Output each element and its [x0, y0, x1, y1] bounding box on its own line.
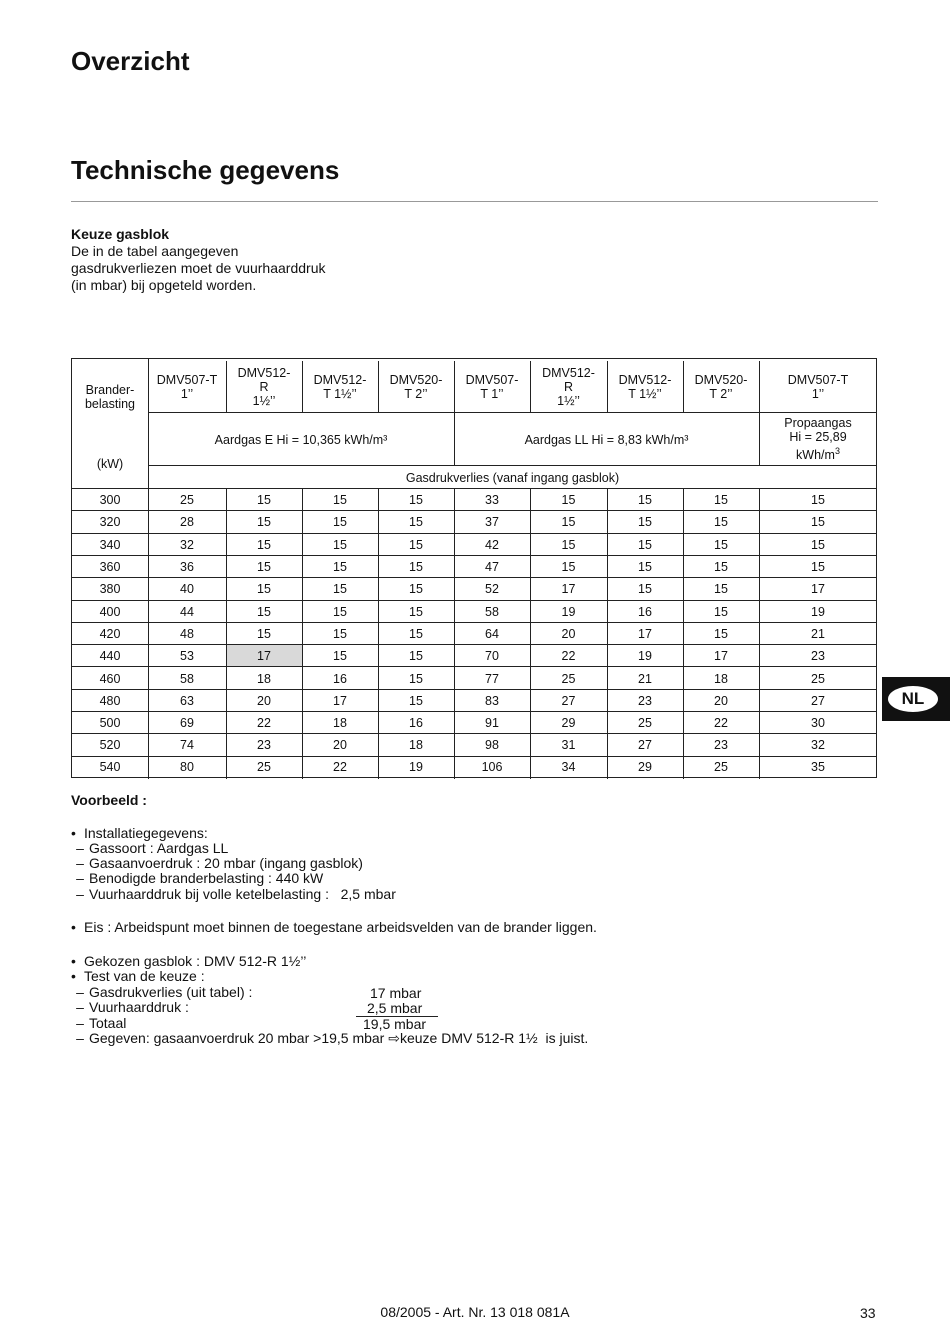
example-item: – Benodigde branderbelasting : 440 kW — [76, 870, 324, 886]
pressure-loss-cell: 25 — [638, 716, 652, 731]
pressure-loss-cell: 15 — [561, 493, 576, 508]
example-bullet-chosen: • Gekozen gasblok : DMV 512-R 1½’’ — [71, 953, 307, 969]
pressure-loss-cell: 58 — [485, 604, 499, 619]
pressure-loss-cell: 15 — [257, 515, 271, 530]
pressure-loss-cell: 23 — [257, 738, 271, 753]
pressure-loss-cell: 15 — [333, 604, 347, 619]
pressure-loss-cell: 91 — [485, 716, 499, 731]
column-header-model: DMV512- T 1½’’ — [618, 373, 672, 401]
row-rule — [148, 412, 876, 413]
column-header-model: DMV512- T 1½’’ — [313, 373, 367, 401]
pressure-loss-cell: 29 — [638, 760, 652, 775]
load-cell: 340 — [99, 537, 121, 552]
pressure-loss-cell: 15 — [257, 560, 271, 575]
pressure-loss-cell: 70 — [485, 649, 499, 664]
pressure-loss-cell: 19 — [561, 604, 576, 619]
pressure-loss-cell: 19 — [811, 604, 825, 619]
pressure-loss-cell: 15 — [638, 582, 652, 597]
load-cell: 500 — [99, 716, 121, 731]
pressure-loss-cell: 15 — [257, 537, 271, 552]
pressure-loss-cell: 15 — [257, 582, 271, 597]
load-cell: 380 — [99, 582, 121, 597]
pressure-loss-cell: 15 — [409, 649, 423, 664]
pressure-loss-cell: 16 — [409, 716, 423, 731]
pressure-loss-cell: 25 — [811, 671, 825, 686]
pressure-loss-cell: 15 — [714, 537, 728, 552]
pressure-loss-cell: 15 — [333, 515, 347, 530]
pressure-loss-cell: 74 — [180, 738, 194, 753]
pressure-loss-cell: 15 — [333, 626, 347, 641]
pressure-loss-cell: 16 — [638, 604, 652, 619]
pressure-loss-cell: 83 — [485, 693, 499, 708]
pressure-loss-cell: 32 — [811, 738, 825, 753]
pressure-loss-cell: 15 — [333, 649, 347, 664]
column-header-model: DMV512- R 1½’’ — [237, 366, 291, 408]
pressure-loss-cell: 98 — [485, 738, 499, 753]
pressure-loss-cell: 69 — [180, 716, 194, 731]
load-cell: 520 — [99, 738, 121, 753]
pressure-loss-cell: 25 — [714, 760, 728, 775]
page-heading: Overzicht — [71, 46, 190, 76]
pressure-loss-cell: 15 — [811, 515, 825, 530]
example-bullet-requirement: • Eis : Arbeidspunt moet binnen de toegestane arbeidsvelden van de brander liggen. — [71, 919, 597, 935]
pressure-loss-cell: 23 — [638, 693, 652, 708]
pressure-loss-cell: 27 — [561, 693, 576, 708]
pressure-loss-cell: 19 — [638, 649, 652, 664]
load-cell: 420 — [99, 626, 121, 641]
pressure-loss-cell: 22 — [561, 649, 576, 664]
pressure-loss-cell: 15 — [561, 537, 576, 552]
pressure-loss-cell: 48 — [180, 626, 194, 641]
pressure-loss-cell: 35 — [811, 760, 825, 775]
pressure-loss-cell: 15 — [333, 537, 347, 552]
pressure-loss-cell: 52 — [485, 582, 499, 597]
pressure-loss-cell: 15 — [811, 537, 825, 552]
pressure-loss-cell: 32 — [180, 537, 194, 552]
calc-value-pressure: 2,5 mbar — [367, 1000, 423, 1016]
column-header-model: DMV507-T 1’’ — [156, 373, 218, 401]
pressure-loss-subheader: Gasdrukverlies (vanaf ingang gasblok) — [405, 471, 620, 485]
gas-group-propane: Propaangas Hi = 25,89 kWh/$m^3$ — [784, 416, 852, 463]
example-item: – Vuurhaarddruk bij volle ketelbelasting : 2,5 mbar — [76, 886, 396, 902]
pressure-loss-cell: 15 — [638, 515, 652, 530]
load-cell: 440 — [99, 649, 121, 664]
pressure-loss-cell: 25 — [561, 671, 576, 686]
pressure-loss-cell: 30 — [811, 716, 825, 731]
intro-text: De in de tabel aangegeven gasdrukverliezen moet de vuurhaarddruk (in mbar) bij opgeteld worden. — [71, 243, 326, 293]
pressure-loss-cell: 15 — [561, 515, 576, 530]
pressure-loss-cell: 15 — [409, 604, 423, 619]
pressure-loss-cell: 15 — [561, 560, 576, 575]
pressure-loss-cell: 15 — [638, 537, 652, 552]
intro-title: Keuze gasblok — [71, 226, 170, 242]
divider — [71, 201, 878, 202]
pressure-loss-cell: 17 — [714, 649, 728, 664]
pressure-loss-cell: 20 — [333, 738, 347, 753]
column-header-unit: (kW) — [96, 457, 124, 471]
pressure-loss-cell: 15 — [811, 560, 825, 575]
pressure-loss-cell: 47 — [485, 560, 499, 575]
pressure-loss-cell: 64 — [485, 626, 499, 641]
load-cell: 480 — [99, 693, 121, 708]
pressure-loss-cell: 15 — [409, 537, 423, 552]
pressure-loss-cell: 34 — [561, 760, 576, 775]
example-item: – Gasaanvoerdruk : 20 mbar (ingang gasblok) — [76, 855, 363, 871]
load-cell: 400 — [99, 604, 121, 619]
pressure-loss-cell: 18 — [409, 738, 423, 753]
pressure-loss-cell: 20 — [561, 626, 576, 641]
pressure-loss-cell: 21 — [811, 626, 825, 641]
pressure-loss-cell: 15 — [257, 493, 271, 508]
pressure-loss-cell: 17 — [638, 626, 652, 641]
pressure-loss-cell: 23 — [714, 738, 728, 753]
column-header-model: DMV520- T 2’’ — [389, 373, 443, 401]
column-header-model: DMV520- T 2’’ — [694, 373, 748, 401]
pressure-loss-cell: 15 — [638, 493, 652, 508]
pressure-loss-cell: 18 — [333, 716, 347, 731]
pressure-loss-cell: 15 — [714, 493, 728, 508]
pressure-loss-cell: 40 — [180, 582, 194, 597]
pressure-loss-cell: 28 — [180, 515, 194, 530]
pressure-loss-cell: 18 — [714, 671, 728, 686]
pressure-loss-cell: 27 — [638, 738, 652, 753]
pressure-loss-cell: 17 — [257, 649, 271, 664]
pressure-loss-cell: 27 — [811, 693, 825, 708]
pressure-loss-cell: 15 — [257, 604, 271, 619]
calc-value-total: 19,5 mbar — [363, 1016, 427, 1032]
load-cell: 360 — [99, 560, 121, 575]
pressure-loss-cell: 42 — [485, 537, 499, 552]
example-title: Voorbeeld : — [71, 792, 147, 808]
column-header-model: DMV507-T 1’’ — [787, 373, 849, 401]
pressure-loss-cell: 15 — [409, 493, 423, 508]
pressure-loss-cell: 17 — [333, 693, 347, 708]
calc-label-loss: – Gasdrukverlies (uit tabel) : — [76, 984, 253, 1000]
pressure-loss-cell: 44 — [180, 604, 194, 619]
pressure-loss-cell: 106 — [481, 760, 503, 775]
pressure-loss-cell: 22 — [714, 716, 728, 731]
pressure-loss-cell: 31 — [561, 738, 576, 753]
pressure-loss-cell: 18 — [257, 671, 271, 686]
pressure-loss-cell: 77 — [485, 671, 499, 686]
column-header-load: Brander- belasting — [84, 383, 136, 411]
pressure-loss-cell: 15 — [257, 626, 271, 641]
pressure-loss-cell: 33 — [485, 493, 499, 508]
pressure-loss-cell: 15 — [638, 560, 652, 575]
pressure-loss-cell: 15 — [333, 560, 347, 575]
load-cell: 300 — [99, 493, 121, 508]
pressure-loss-cell: 15 — [714, 626, 728, 641]
pressure-loss-cell: 15 — [714, 604, 728, 619]
pressure-loss-cell: 80 — [180, 760, 194, 775]
pressure-loss-cell: 15 — [333, 582, 347, 597]
pressure-loss-cell: 16 — [333, 671, 347, 686]
section-title: Technische gegevens — [71, 155, 340, 185]
column-header-model: DMV512- R 1½’’ — [542, 366, 595, 408]
example-bullet-test: • Test van de keuze : — [71, 968, 205, 984]
pressure-loss-cell: 15 — [714, 560, 728, 575]
pressure-loss-cell: 58 — [180, 671, 194, 686]
pressure-loss-cell: 17 — [561, 582, 576, 597]
row-rule — [148, 465, 876, 466]
pressure-loss-cell: 15 — [409, 693, 423, 708]
language-tab — [882, 677, 950, 721]
pressure-loss-cell: 29 — [561, 716, 576, 731]
pressure-loss-cell: 36 — [180, 560, 194, 575]
example-conclusion: – Gegeven: gasaanvoerdruk 20 mbar >19,5 mbar ⇨keuze DMV 512-R 1½ is juist. — [76, 1030, 589, 1046]
gas-group-ll: Aardgas LL Hi = 8,83 kWh/m³ — [524, 432, 689, 447]
gas-group-e: Aardgas E Hi = 10,365 kWh/m³ — [214, 432, 388, 447]
pressure-loss-cell: 23 — [811, 649, 825, 664]
pressure-loss-cell: 37 — [485, 515, 499, 530]
pressure-loss-cell: 53 — [180, 649, 194, 664]
pressure-loss-cell: 15 — [409, 515, 423, 530]
pressure-loss-cell: 15 — [409, 671, 423, 686]
pressure-loss-cell: 15 — [811, 493, 825, 508]
calc-label-pressure: – Vuurhaarddruk : — [76, 999, 189, 1015]
example-bullet-installation: • Installatiegegevens: — [71, 825, 208, 841]
footer-reference: 08/2005 - Art. Nr. 13 018 081A — [380, 1304, 570, 1320]
load-cell: 320 — [99, 515, 121, 530]
pressure-loss-cell: 15 — [409, 560, 423, 575]
pressure-loss-cell: 20 — [257, 693, 271, 708]
calc-label-total: – Totaal — [76, 1015, 127, 1031]
example-item: – Gassoort : Aardgas LL — [76, 840, 229, 856]
pressure-loss-cell: 21 — [638, 671, 652, 686]
pressure-loss-cell: 25 — [180, 493, 194, 508]
language-badge: NL — [888, 686, 938, 712]
pressure-loss-cell: 15 — [333, 493, 347, 508]
gas-valve-table — [71, 358, 877, 778]
load-cell: 460 — [99, 671, 121, 686]
pressure-loss-cell: 17 — [811, 582, 825, 597]
arrow-right-icon: ⇨ — [388, 1030, 400, 1046]
pressure-loss-cell: 22 — [257, 716, 271, 731]
pressure-loss-cell: 19 — [409, 760, 423, 775]
page-number: 33 — [860, 1305, 876, 1321]
pressure-loss-cell: 15 — [409, 582, 423, 597]
intro-block — [71, 226, 331, 294]
load-cell: 540 — [99, 760, 121, 775]
pressure-loss-cell: 22 — [333, 760, 347, 775]
pressure-loss-cell: 15 — [714, 582, 728, 597]
pressure-loss-cell: 15 — [409, 626, 423, 641]
pressure-loss-cell: 20 — [714, 693, 728, 708]
calc-value-loss: 17 mbar — [370, 985, 422, 1001]
pressure-loss-cell: 15 — [714, 515, 728, 530]
pressure-loss-cell: 63 — [180, 693, 194, 708]
pressure-loss-cell: 25 — [257, 760, 271, 775]
column-header-model: DMV507- T 1’’ — [465, 373, 519, 401]
